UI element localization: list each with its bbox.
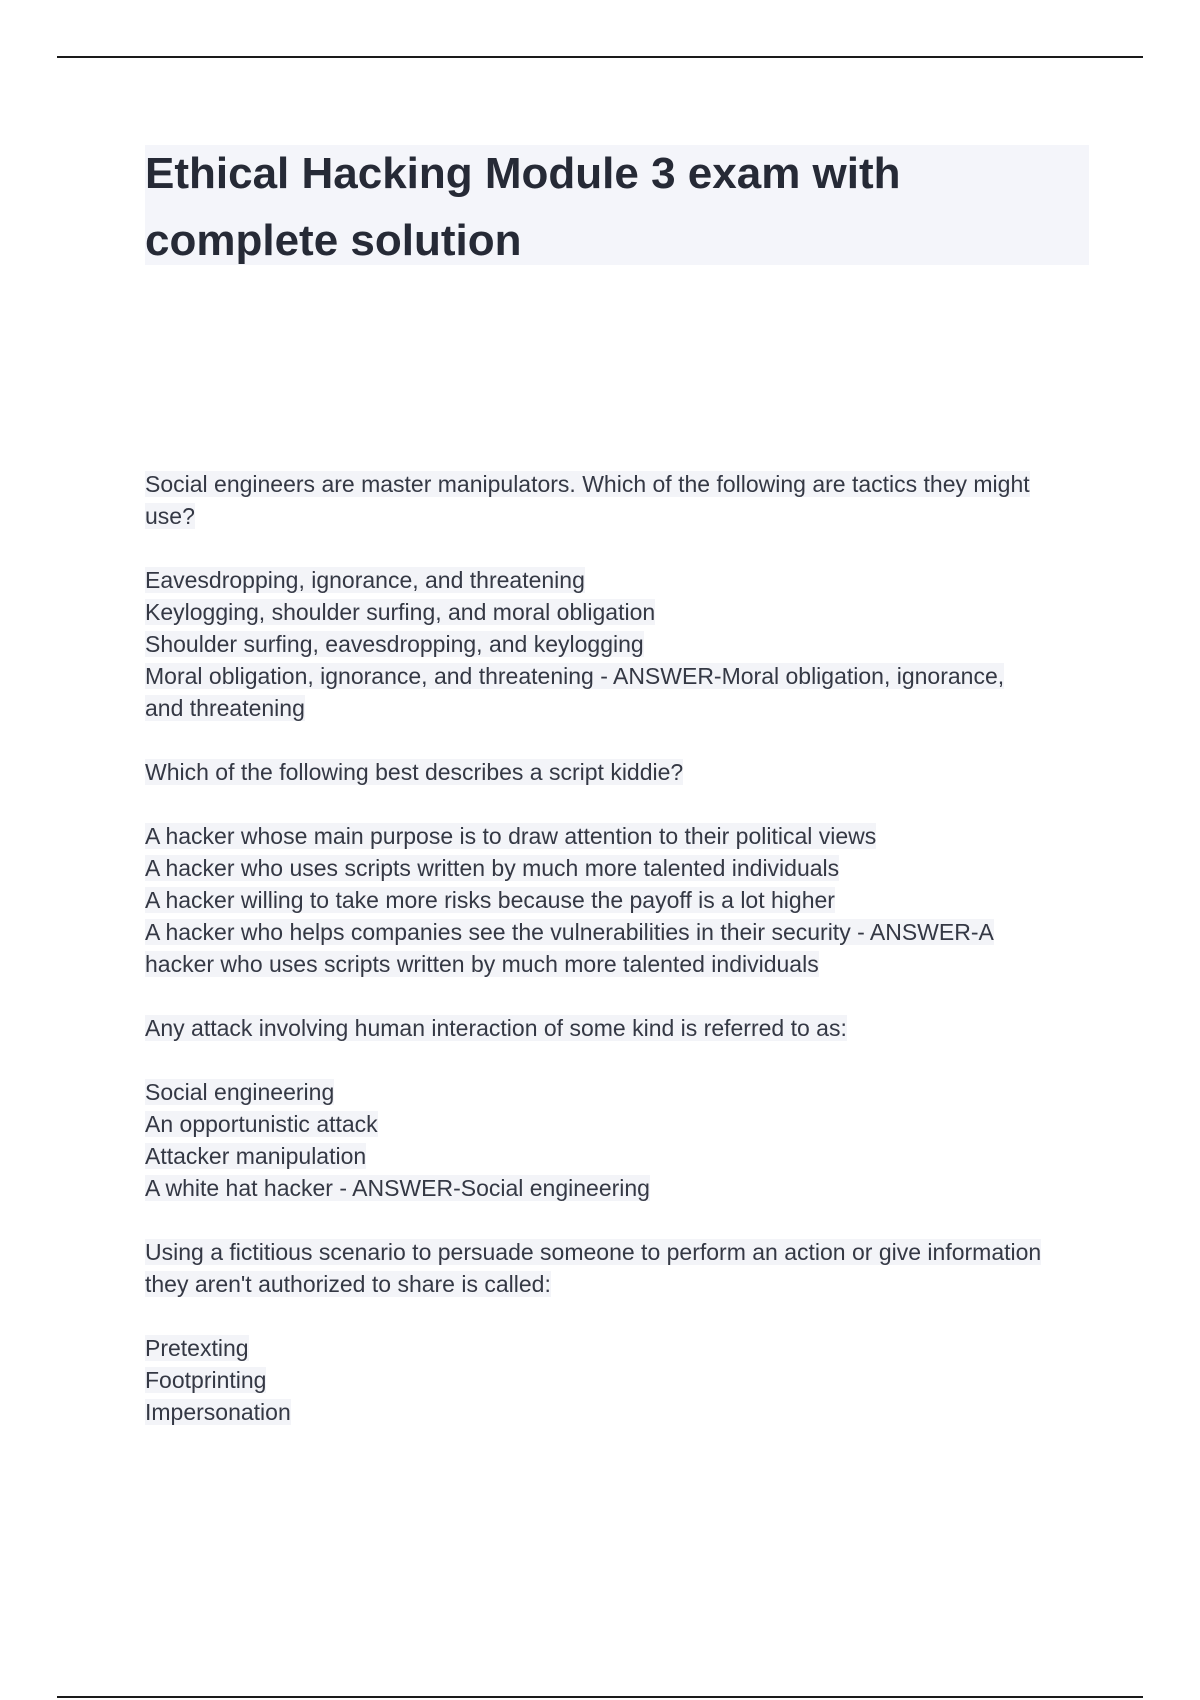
bottom-divider (57, 1696, 1143, 1698)
answer-options (145, 564, 1095, 724)
option-line: Keylogging, shoulder surfing, and moral obligation (145, 599, 656, 625)
prompt-line: Social engineers are master manipulators. Which of the following are tactics they might (145, 471, 1030, 497)
prompt-line: they aren't authorized to share is called: (145, 1271, 551, 1297)
option-line: Attacker manipulation (145, 1143, 367, 1169)
option-line: A hacker whose main purpose is to draw attention to their political views (145, 823, 877, 849)
option-line: Social engineering (145, 1079, 335, 1105)
option-line: hacker who uses scripts written by much more talented individuals (145, 951, 819, 977)
document-body (145, 468, 1095, 1460)
option-line: A hacker who uses scripts written by much more talented individuals (145, 855, 840, 881)
question-prompt (145, 1012, 1095, 1044)
prompt-line: Which of the following best describes a script kiddie? (145, 759, 684, 785)
prompt-line: use? (145, 503, 195, 529)
option-line: Shoulder surfing, eavesdropping, and keylogging (145, 631, 644, 657)
option-line: An opportunistic attack (145, 1111, 378, 1137)
option-line: Pretexting (145, 1335, 249, 1361)
answer-options (145, 1076, 1095, 1204)
prompt-line: Any attack involving human interaction of some kind is referred to as: (145, 1015, 847, 1041)
question-prompt (145, 756, 1095, 788)
option-line: Eavesdropping, ignorance, and threatening (145, 567, 585, 593)
option-line: A hacker willing to take more risks because the payoff is a lot higher (145, 887, 835, 913)
document-title: Ethical Hacking Module 3 exam with complete solution (145, 149, 901, 265)
option-line: and threatening (145, 695, 305, 721)
prompt-line: Using a fictitious scenario to persuade someone to perform an action or give information (145, 1239, 1042, 1265)
option-line: Moral obligation, ignorance, and threatening - ANSWER-Moral obligation, ignorance, (145, 663, 1005, 689)
question-prompt (145, 468, 1095, 532)
answer-options (145, 1332, 1095, 1428)
option-line: A hacker who helps companies see the vulnerabilities in their security - ANSWER-A (145, 919, 994, 945)
option-line: Footprinting (145, 1367, 267, 1393)
answer-options (145, 820, 1095, 980)
question-prompt (145, 1236, 1095, 1300)
option-line: A white hat hacker - ANSWER-Social engineering (145, 1175, 650, 1201)
top-divider (57, 56, 1143, 58)
option-line: Impersonation (145, 1399, 291, 1425)
